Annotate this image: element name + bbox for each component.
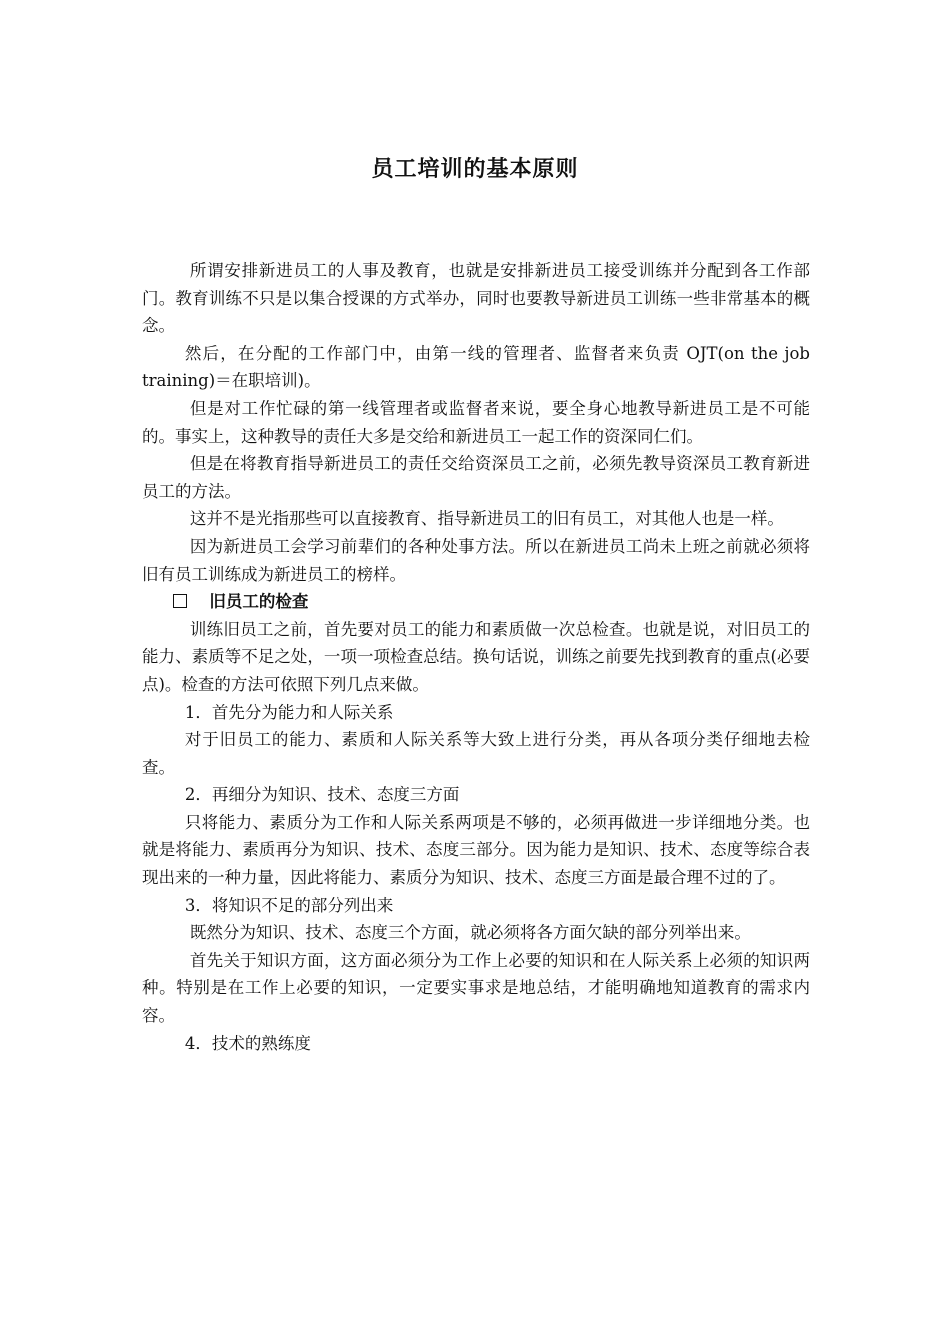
paragraph: 但是在将教育指导新进员工的责任交给资深员工之前，必须先教导资深员工教育新进员工的方法。 (142, 454, 810, 501)
numbered-item: 1．首先分为能力和人际关系 (184, 702, 394, 722)
paragraph: 然后，在分配的工作部门中，由第一线的管理者、监督者来负责 OJT(on the job training)＝在职培训)。 (142, 343, 810, 391)
numbered-item: 4．技术的熟练度 (184, 1033, 311, 1053)
paragraph: 但是对工作忙碌的第一线管理者或监督者来说，要全身心地教导新进员工是不可能的。事实上，这种教导的责任大多是交给和新进员工一起工作的资深同仁们。 (142, 398, 810, 446)
page-title: 员工培训的基本原则 (371, 157, 579, 182)
paragraph: 既然分为知识、技术、态度三个方面，就必须将各方面欠缺的部分列举出来。 (189, 923, 751, 943)
paragraph: 因为新进员工会学习前辈们的各种处事方法。所以在新进员工尚未上班之前就必须将旧有员工训练成为新进员工的榜样。 (142, 536, 810, 584)
numbered-item: 3．将知识不足的部分列出来 (184, 895, 394, 915)
paragraph: 只将能力、素质分为工作和人际关系两项是不够的，必须再做进一步详细地分类。也就是将能力、素质再分为知识、技术、态度三部分。因为能力是知识、技术、态度等综合表现出来的一种力量，因此将能力、素质分为知识、技术、态度三方面是最合理不过的了。 (142, 812, 810, 888)
section-heading-text: 旧员工的检查 (209, 592, 309, 612)
paragraph: 首先关于知识方面，这方面必须分为工作上必要的知识和在人际关系上必须的知识两种。特别是在工作上必要的知识，一定要实事求是地总结，才能明确地知道教育的需求内容。 (142, 950, 810, 1026)
paragraph: 对于旧员工的能力、素质和人际关系等大致上进行分类，再从各项分类仔细地去检查。 (142, 730, 810, 777)
document-body (142, 257, 810, 1057)
paragraph: 训练旧员工之前，首先要对员工的能力和素质做一次总检查。也就是说，对旧员工的能力、素质等不足之处，一项一项检查总结。换句话说，训练之前要先找到教育的重点(必要点)。检查的方法可依照下列几点来做。 (142, 619, 810, 694)
section-heading (142, 588, 810, 616)
numbered-item: 2．再细分为知识、技术、态度三方面 (184, 785, 460, 805)
paragraph: 所谓安排新进员工的人事及教育，也就是安排新进员工接受训练并分配到各工作部门。教育训练不只是以集合授课的方式举办，同时也要教导新进员工训练一些非常基本的概念。 (142, 261, 810, 336)
paragraph: 这并不是光指那些可以直接教育、指导新进员工的旧有员工，对其他人也是一样。 (189, 509, 784, 529)
checkbox-icon (173, 594, 187, 608)
